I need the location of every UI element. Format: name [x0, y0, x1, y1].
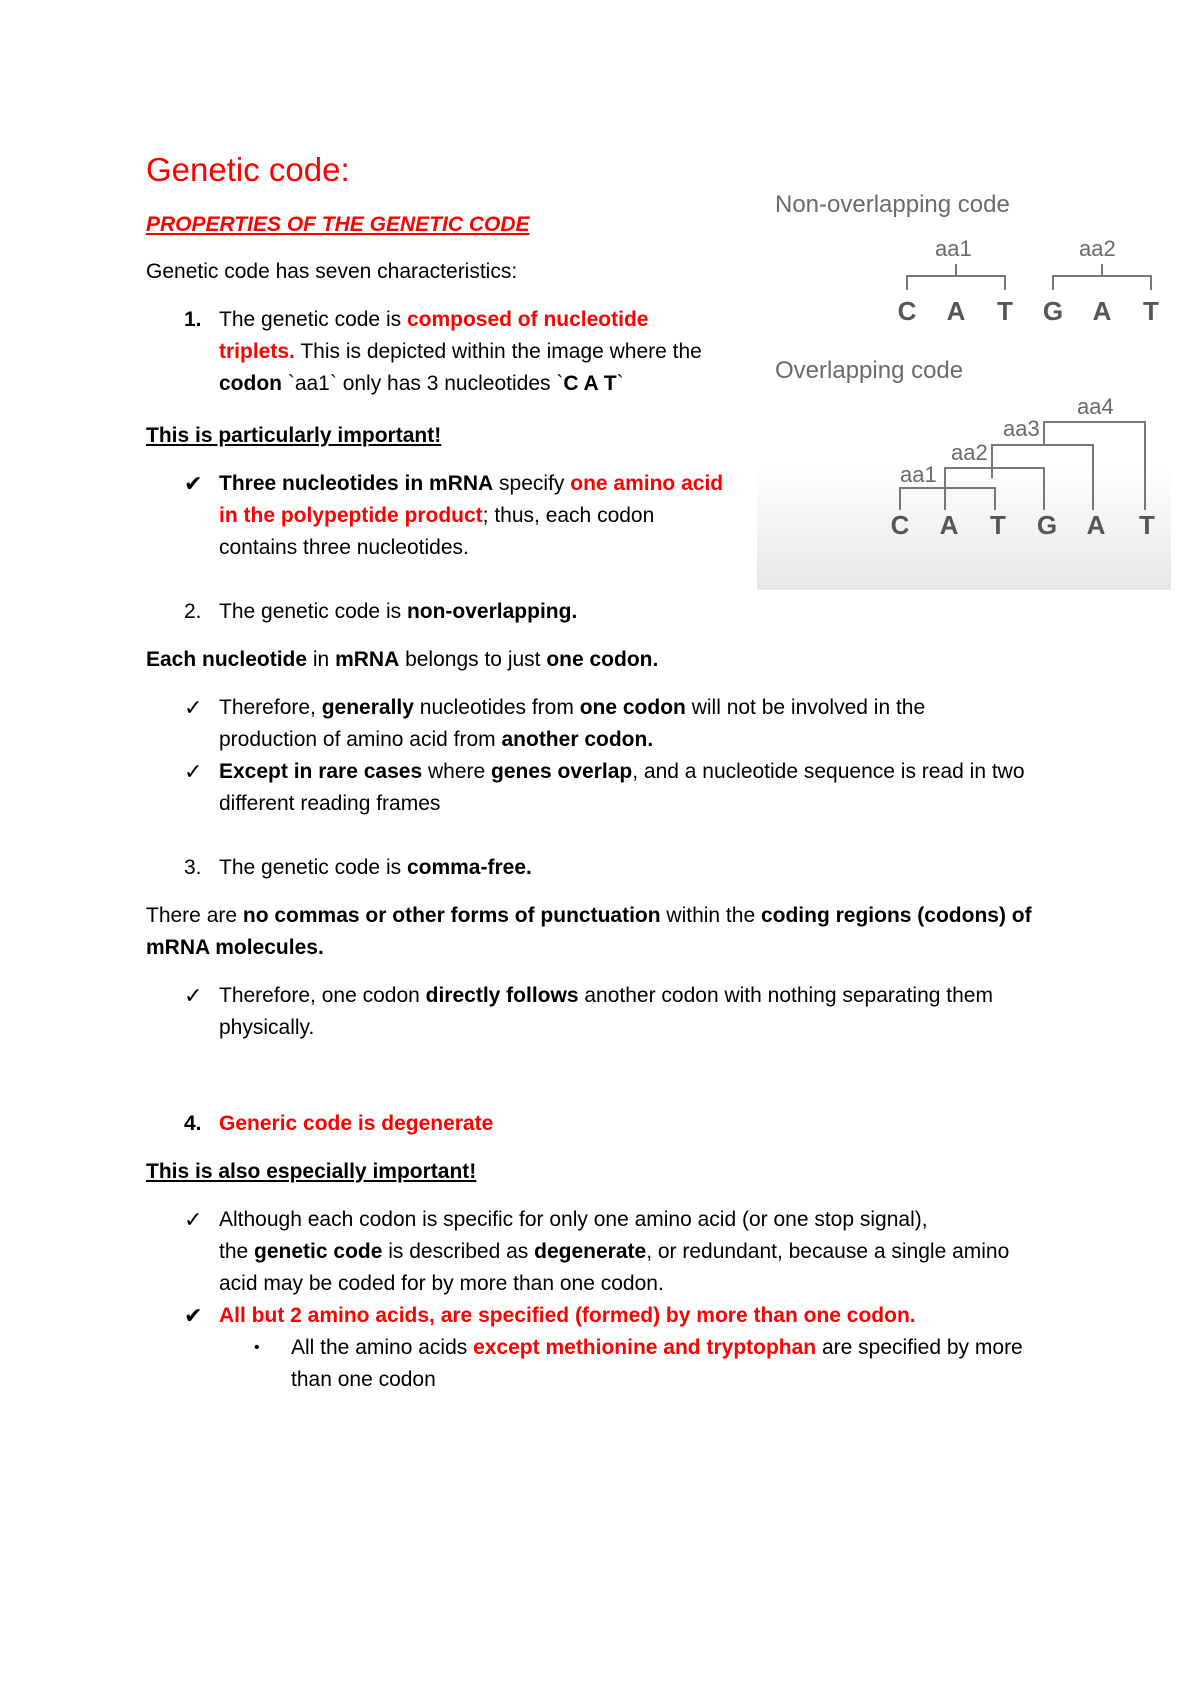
check2-text-f: production of amino acid from: [219, 728, 502, 751]
nonoverlap-brackets: [907, 264, 1151, 290]
check5-text-a: the: [219, 1240, 255, 1263]
check-icon: ✓: [184, 695, 203, 720]
bracket-aa2-overlap: [992, 468, 1044, 510]
check4-text-a: Therefore, one codon: [219, 984, 426, 1007]
check3-bold-a: Except in rare cases: [219, 760, 423, 783]
label-o-aa3: aa3: [1003, 416, 1040, 441]
item2-text: The genetic code is: [219, 600, 407, 623]
label-aa2: aa2: [1079, 236, 1116, 261]
nucleotide: T: [997, 296, 1013, 326]
item1-line1: [219, 304, 648, 336]
label-o-aa1: aa1: [900, 462, 937, 487]
nonoverlap-title: Non-overlapping code: [775, 191, 1010, 218]
nucleotide: C: [897, 296, 917, 326]
important-note-2: This is also especially important!: [146, 1160, 477, 1183]
list-number-1: 1.: [184, 308, 202, 331]
check3-text-b: where: [422, 760, 492, 783]
item1-text-cont: This is depicted within the image where the: [294, 340, 702, 363]
label-o-aa4: aa4: [1077, 394, 1114, 419]
check2-text-e: will not be involved in the: [685, 696, 926, 719]
statement-2: [146, 644, 658, 676]
cat-sequence: C A T: [563, 372, 617, 395]
check4-line1: [219, 980, 993, 1012]
bracket-aa2: [1053, 276, 1151, 290]
label-aa1: aa1: [935, 236, 972, 261]
check4-text-c: another codon with nothing separating them: [578, 984, 993, 1007]
intro-text: Genetic code has seven characteristics:: [146, 260, 518, 283]
statement2-text-b: in: [307, 648, 336, 671]
item4-heading: Generic code is degenerate: [219, 1112, 494, 1135]
important-note-1: This is particularly important!: [146, 424, 442, 447]
item1-line2: [219, 336, 702, 368]
statement2-text-d: belongs to just: [399, 648, 547, 671]
bullet1-line2: than one codon: [291, 1368, 436, 1391]
item1-line3: [219, 368, 624, 400]
check2-text-c: nucleotides from: [413, 696, 580, 719]
statement3-bold-b: no commas or other forms of punctuation: [242, 904, 661, 927]
check5-line3: acid may be coded for by more than one codon.: [219, 1272, 664, 1295]
check-icon: ✓: [184, 983, 203, 1008]
item3-text: The genetic code is: [219, 856, 407, 879]
statement3-text-c: within the: [660, 904, 761, 927]
check1-text-cont: ; thus, each codon: [482, 504, 655, 527]
check1-line3: contains three nucleotides.: [219, 536, 469, 559]
nucleotide: G: [1042, 296, 1064, 326]
bullet1-text-c: are specified by more: [816, 1336, 1023, 1359]
statement3-text-a: There are: [146, 904, 243, 927]
bullet1-highlight: except methionine and tryptophan: [473, 1336, 817, 1359]
nucleotide: A: [939, 510, 959, 540]
nucleotide: A: [946, 296, 966, 326]
bracket-aa1-overlap: [945, 488, 995, 510]
check2-text-a: Therefore,: [219, 696, 322, 719]
nucleotide: A: [1092, 296, 1112, 326]
item2-bold: non-overlapping.: [406, 600, 578, 623]
list-number-4: 4.: [184, 1112, 202, 1135]
statement2-bold-c: mRNA: [335, 648, 400, 671]
bracket-aa3: [1044, 445, 1093, 510]
overlap-labels: [900, 394, 1114, 487]
check-icon: ✓: [184, 1207, 203, 1232]
check3-text-d: , and a nucleotide sequence is read in two: [632, 760, 1025, 783]
check5-bold-b: genetic code: [254, 1240, 383, 1263]
check1-line2: [219, 500, 654, 532]
check2-line2: [219, 724, 653, 756]
nucleotide: T: [1143, 296, 1159, 326]
sequence-row-2: [891, 510, 1155, 540]
statement2-bold-e: one codon.: [546, 648, 659, 671]
check3-bold-c: genes overlap: [491, 760, 633, 783]
bracket-aa1: [907, 276, 1005, 290]
check6-line: All but 2 amino acids, are specified (formed) by more than one codon.: [219, 1304, 916, 1327]
check1-text: specify: [493, 472, 571, 495]
check2-bold-b: generally: [321, 696, 414, 719]
statement3-line1: [146, 900, 1032, 932]
item1-text-end: `aa1` only has 3 nucleotides `: [282, 372, 564, 395]
statement3-line2: mRNA molecules.: [146, 936, 324, 959]
heavy-check-icon: ✔: [184, 471, 203, 496]
check5-line2: [219, 1236, 1009, 1268]
section-subtitle: PROPERTIES OF THE GENETIC CODE: [146, 213, 530, 236]
check2-bold-g: another codon.: [501, 728, 654, 751]
check1-highlight-cont: in the polypeptide product: [219, 504, 483, 527]
check5-line1: Although each codon is specific for only one amino acid (or one stop signal),: [219, 1208, 928, 1231]
codon-diagram-figure: [757, 178, 1171, 590]
check3-line2: different reading frames: [219, 792, 441, 815]
codon-word: codon: [219, 372, 282, 395]
item1-highlight: composed of nucleotide: [406, 308, 649, 331]
nucleotide: A: [1086, 510, 1106, 540]
item3-line: [219, 852, 532, 884]
nucleotide: T: [990, 510, 1006, 540]
check4-bold-b: directly follows: [425, 984, 579, 1007]
overlap-title: Overlapping code: [775, 357, 964, 384]
list-number-2: 2.: [184, 600, 202, 623]
bullet1-text-a: All the amino acids: [291, 1336, 474, 1359]
check1-highlight: one amino acid: [570, 472, 724, 495]
page-title: Genetic code:: [146, 151, 350, 188]
item3-bold: comma-free.: [406, 856, 532, 879]
sequence-row-1: [898, 296, 1159, 326]
codon-diagram-svg: [757, 178, 1171, 590]
check5-text-c: is described as: [382, 1240, 535, 1263]
check-icon: ✓: [184, 759, 203, 784]
nucleotide: C: [890, 510, 910, 540]
nucleotide: G: [1036, 510, 1058, 540]
check2-line1: [219, 692, 925, 724]
list-number-3: 3.: [184, 856, 202, 879]
label-o-aa2: aa2: [951, 440, 988, 465]
statement2-bold-a: Each nucleotide: [146, 648, 308, 671]
heavy-check-icon: ✔: [184, 1303, 203, 1328]
item1-highlight-cont: triplets.: [219, 340, 295, 363]
bullet-icon: •: [254, 1339, 260, 1356]
check3-line1: [219, 756, 1025, 788]
check5-text-e: , or redundant, because a single amino: [646, 1240, 1010, 1263]
item2-line: [219, 596, 577, 628]
statement3-bold-d: coding regions (codons) of: [760, 904, 1032, 927]
check1-bold: Three nucleotides in mRNA: [219, 472, 494, 495]
bullet1-line1: [291, 1332, 1023, 1364]
backtick: `: [616, 372, 624, 395]
check2-bold-d: one codon: [579, 696, 686, 719]
check5-bold-d: degenerate: [534, 1240, 647, 1263]
check1-line1: [219, 468, 723, 500]
nucleotide: T: [1139, 510, 1155, 540]
check4-line2: physically.: [219, 1016, 315, 1039]
item1-text: The genetic code is: [219, 308, 407, 331]
